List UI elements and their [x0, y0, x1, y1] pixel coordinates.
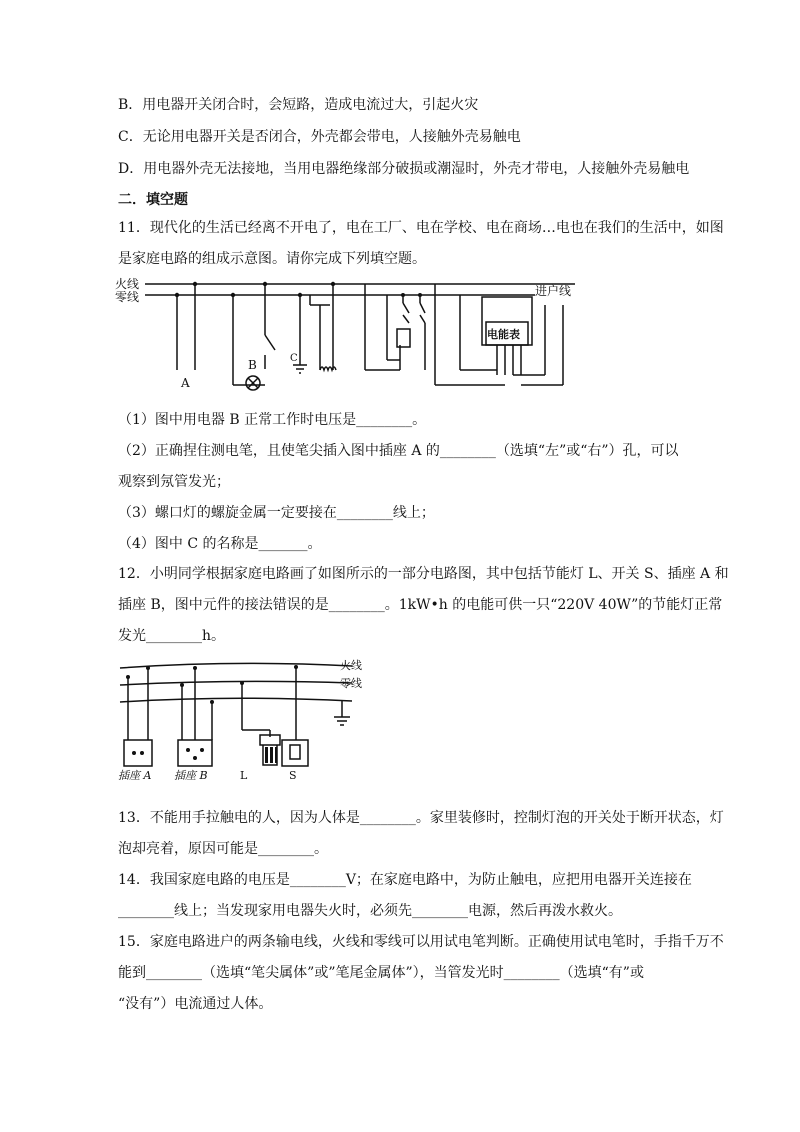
option-b: B．用电器开关闭合时，会短路，造成电流过大，引起火灾 — [118, 97, 479, 113]
q13-line2: 泡却亮着，原因可能是________。 — [118, 841, 328, 857]
diagram-label-b: B — [248, 358, 257, 372]
option-d: D．用电器外壳无法接地，当用电器绝缘部分破损或潮湿时，外壳才带电，人接触外壳易触电 — [118, 161, 690, 177]
diagram-live-label: 火线 — [115, 277, 140, 291]
q15-line3: “没有”）电流通过人体。 — [118, 996, 273, 1012]
q14-line1: 14．我国家庭电路的电压是________V；在家庭电路中，为防止触电，应把用电器开关连接在 — [118, 872, 692, 888]
q11-subq4: （4）图中 C 的名称是_______。 — [118, 536, 322, 552]
diagram-incoming-label: 进户线 — [535, 284, 572, 298]
diagram-label-c: C — [290, 353, 298, 364]
q12-live-label: 火线 — [340, 659, 362, 672]
q11-circuit-diagram — [115, 275, 605, 395]
diagram-meter-label: 电能表 — [487, 328, 520, 341]
q12-switch-label: S — [289, 769, 297, 782]
q15-line1: 15．家庭电路进户的两条输电线，火线和零线可以用试电笔判断。正确使用试电笔时，手指千万不 — [118, 934, 724, 950]
q12-lamp-label: L — [240, 769, 248, 782]
q14-line2: ________线上；当发现家用电器失火时，必须先________电源，然后再泼水救火。 — [118, 903, 622, 919]
q11-subq2b: 观察到氖管发光； — [118, 474, 230, 490]
q13-line1: 13．不能用手拉触电的人，因为人体是________。家里装修时，控制灯泡的开关处于断开状态，灯 — [118, 810, 724, 826]
q12-neutral-label: 零线 — [340, 677, 362, 690]
q11-line1: 11．现代化的生活已经离不开电了，电在工厂、电在学校、电在商场…电也在我们的生活中，如图 — [118, 220, 724, 236]
q11-subq1: （1）图中用电器 B 正常工作时电压是________。 — [118, 412, 427, 428]
q11-subq2a: （2）正确捏住测电笔，且使笔尖插入图中插座 A 的________（选填“左”或“右”）孔，可以 — [118, 443, 679, 459]
q12-line1: 12．小明同学根据家庭电路画了如图所示的一部分电路图，其中包括节能灯 L、开关 S、插座 A 和 — [118, 566, 729, 582]
q12-line3: 发光________h。 — [118, 628, 226, 644]
q15-line2: 能到________（选填“笔尖属体”或”笔尾金属体”），当管发光时________（选填“有”或 — [118, 965, 644, 981]
q12-line2: 插座 B，图中元件的接法错误的是________。1kW•h 的电能可供一只“220V 40W”的节能灯正常 — [118, 597, 723, 613]
section-title: 二．填空题 — [118, 192, 188, 208]
diagram-neutral-label: 零线 — [115, 290, 140, 304]
q12-socket-b-label: 插座 B — [174, 769, 208, 782]
q11-subq3: （3）螺口灯的螺旋金属一定要接在________线上； — [118, 505, 435, 521]
q11-line2: 是家庭电路的组成示意图。请你完成下列填空题。 — [118, 251, 426, 267]
diagram-label-a: A — [181, 376, 190, 390]
q12-socket-a-label: 插座 A — [118, 769, 152, 782]
q12-circuit-diagram — [112, 655, 382, 790]
option-c: C．无论用电器开关是否闭合，外壳都会带电，人接触外壳易触电 — [118, 129, 521, 145]
